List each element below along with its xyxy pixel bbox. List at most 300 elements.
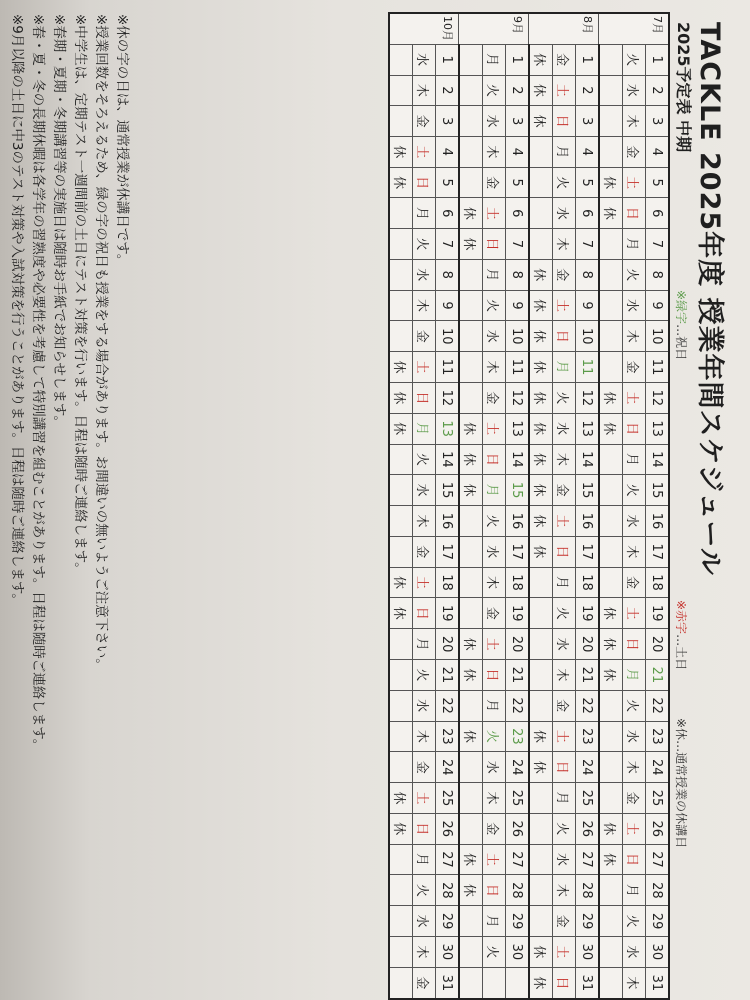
weekday-cell: 月 — [623, 444, 646, 475]
day-cell: 23 — [646, 721, 670, 752]
weekday-cell: 月 — [553, 136, 576, 167]
weekday-cell: 土 — [413, 783, 436, 814]
month-kyu-row — [529, 13, 553, 999]
day-cell — [506, 967, 530, 999]
weekday-cell: 金 — [413, 752, 436, 783]
closed-cell: 休 — [599, 198, 623, 229]
day-cell: 5 — [506, 167, 530, 198]
day-cell: 12 — [576, 382, 600, 413]
day-cell: 4 — [576, 136, 600, 167]
closed-cell: 休 — [529, 937, 553, 968]
closed-cell — [529, 875, 553, 906]
day-cell: 3 — [576, 106, 600, 137]
notes-section — [6, 14, 132, 994]
day-cell: 30 — [576, 937, 600, 968]
note-line: ※春・夏・冬の長期休暇は各学年の習熟度や必要性を考慮して特別講習を組むことがあります。日程は随時ご連絡します。 — [30, 14, 46, 753]
closed-cell — [459, 106, 483, 137]
schedule-table — [388, 12, 670, 1000]
month-days-row — [646, 13, 670, 999]
day-cell: 17 — [506, 536, 530, 567]
closed-cell: 休 — [529, 259, 553, 290]
day-cell: 20 — [646, 629, 670, 660]
weekday-cell: 月 — [483, 690, 506, 721]
closed-cell — [459, 506, 483, 537]
weekday-cell: 土 — [483, 629, 506, 660]
weekday-cell: 水 — [483, 106, 506, 137]
closed-cell: 休 — [599, 382, 623, 413]
day-cell: 16 — [576, 506, 600, 537]
weekday-cell: 木 — [483, 136, 506, 167]
day-cell: 3 — [646, 106, 670, 137]
day-cell: 2 — [646, 75, 670, 106]
day-cell: 6 — [506, 198, 530, 229]
legend-closed-text: …通常授業の休講日 — [674, 740, 688, 849]
closed-cell — [459, 813, 483, 844]
closed-cell: 休 — [389, 413, 413, 444]
closed-cell: 休 — [459, 629, 483, 660]
weekday-cell: 土 — [483, 844, 506, 875]
closed-cell — [459, 752, 483, 783]
month-weekdays-row — [483, 13, 506, 999]
weekday-cell: 木 — [413, 937, 436, 968]
note-line: ※休の字の日は、通常授業が休講日です。 — [114, 14, 130, 268]
day-cell: 24 — [576, 752, 600, 783]
closed-cell — [389, 106, 413, 137]
day-cell: 5 — [436, 167, 460, 198]
closed-cell: 休 — [389, 567, 413, 598]
weekday-cell: 土 — [553, 937, 576, 968]
closed-cell — [599, 536, 623, 567]
closed-cell — [599, 783, 623, 814]
day-cell: 31 — [576, 967, 600, 999]
closed-cell — [459, 321, 483, 352]
closed-cell: 休 — [529, 44, 553, 75]
closed-cell — [599, 321, 623, 352]
weekday-cell: 火 — [623, 259, 646, 290]
month-label: 10月 — [389, 13, 459, 44]
weekday-cell: 金 — [553, 690, 576, 721]
day-cell: 11 — [646, 352, 670, 383]
closed-cell — [459, 967, 483, 999]
day-cell: 27 — [506, 844, 530, 875]
month-days-row — [506, 13, 530, 999]
closed-cell — [599, 906, 623, 937]
day-cell: 20 — [436, 629, 460, 660]
day-cell: 30 — [646, 937, 670, 968]
weekday-cell: 日 — [553, 752, 576, 783]
weekday-cell: 日 — [413, 167, 436, 198]
weekday-cell: 土 — [413, 352, 436, 383]
day-cell: 13 — [576, 413, 600, 444]
closed-cell — [389, 290, 413, 321]
closed-cell — [389, 690, 413, 721]
day-cell: 25 — [436, 783, 460, 814]
day-cell: 24 — [436, 752, 460, 783]
closed-cell — [529, 229, 553, 260]
day-cell: 7 — [576, 229, 600, 260]
weekday-cell: 水 — [623, 937, 646, 968]
day-cell: 29 — [646, 906, 670, 937]
closed-cell — [389, 629, 413, 660]
day-cell: 19 — [646, 598, 670, 629]
weekday-cell: 土 — [483, 198, 506, 229]
weekday-cell: 木 — [623, 321, 646, 352]
day-cell: 21 — [436, 659, 460, 690]
weekday-cell: 火 — [413, 659, 436, 690]
day-cell: 6 — [646, 198, 670, 229]
weekday-cell: 木 — [623, 967, 646, 999]
closed-cell — [599, 229, 623, 260]
weekday-cell: 月 — [553, 567, 576, 598]
day-cell: 29 — [506, 906, 530, 937]
day-cell: 15 — [576, 475, 600, 506]
day-cell: 20 — [506, 629, 530, 660]
month-kyu-row — [599, 13, 623, 999]
month-days-row — [436, 13, 460, 999]
day-cell: 17 — [576, 536, 600, 567]
weekday-cell: 日 — [623, 413, 646, 444]
closed-cell: 休 — [389, 136, 413, 167]
weekday-cell: 火 — [483, 290, 506, 321]
closed-cell — [529, 167, 553, 198]
weekday-cell: 火 — [553, 167, 576, 198]
day-cell: 6 — [436, 198, 460, 229]
closed-cell — [529, 844, 553, 875]
legend-weekend-text: …土日 — [674, 634, 688, 671]
closed-cell — [389, 259, 413, 290]
month-label: 7月 — [599, 13, 669, 44]
closed-cell — [599, 475, 623, 506]
day-cell: 27 — [436, 844, 460, 875]
weekday-cell: 日 — [553, 321, 576, 352]
weekday-cell: 水 — [483, 321, 506, 352]
weekday-cell: 水 — [553, 198, 576, 229]
closed-cell — [389, 75, 413, 106]
closed-cell — [389, 475, 413, 506]
day-cell: 30 — [436, 937, 460, 968]
closed-cell: 休 — [599, 629, 623, 660]
day-cell: 14 — [436, 444, 460, 475]
day-cell: 7 — [506, 229, 530, 260]
closed-cell: 休 — [599, 659, 623, 690]
day-cell: 4 — [506, 136, 530, 167]
day-cell: 12 — [436, 382, 460, 413]
month-weekdays-row — [553, 13, 576, 999]
closed-cell — [529, 598, 553, 629]
weekday-cell: 日 — [553, 967, 576, 999]
weekday-cell: 木 — [553, 659, 576, 690]
day-cell: 1 — [646, 44, 670, 75]
weekday-cell: 土 — [623, 167, 646, 198]
day-cell: 13 — [506, 413, 530, 444]
day-cell: 2 — [506, 75, 530, 106]
day-cell: 22 — [436, 690, 460, 721]
closed-cell: 休 — [529, 382, 553, 413]
weekday-cell: 木 — [623, 536, 646, 567]
day-cell: 16 — [436, 506, 460, 537]
page-subtitle: 2025予定表 中期 — [674, 22, 693, 153]
weekday-cell: 木 — [413, 721, 436, 752]
weekday-cell: 木 — [483, 352, 506, 383]
closed-cell — [459, 598, 483, 629]
day-cell: 13 — [646, 413, 670, 444]
closed-cell — [389, 967, 413, 999]
closed-cell — [459, 44, 483, 75]
weekday-cell: 火 — [483, 721, 506, 752]
legend-holiday-mark: ※緑字 — [674, 290, 688, 325]
day-cell: 11 — [576, 352, 600, 383]
weekday-cell: 木 — [623, 106, 646, 137]
day-cell: 7 — [436, 229, 460, 260]
weekday-cell: 金 — [623, 352, 646, 383]
day-cell: 14 — [576, 444, 600, 475]
day-cell: 4 — [436, 136, 460, 167]
closed-cell — [389, 506, 413, 537]
month-kyu-row — [389, 13, 413, 999]
month-label: 9月 — [459, 13, 529, 44]
closed-cell — [389, 444, 413, 475]
weekday-cell: 月 — [413, 629, 436, 660]
day-cell: 3 — [436, 106, 460, 137]
closed-cell — [459, 352, 483, 383]
closed-cell — [389, 721, 413, 752]
weekday-cell: 月 — [483, 475, 506, 506]
closed-cell: 休 — [599, 813, 623, 844]
weekday-cell: 水 — [483, 536, 506, 567]
weekday-cell: 日 — [623, 844, 646, 875]
weekday-cell: 金 — [413, 321, 436, 352]
closed-cell: 休 — [529, 352, 553, 383]
weekday-cell: 金 — [483, 813, 506, 844]
closed-cell — [459, 290, 483, 321]
closed-cell — [599, 721, 623, 752]
day-cell: 20 — [576, 629, 600, 660]
closed-cell — [459, 259, 483, 290]
closed-cell — [389, 875, 413, 906]
note-line: ※春期・夏期・冬期講習等の実施日は随時お手紙でお知らせします。 — [51, 14, 67, 429]
note-line: ※9月以降の土日に中3のテスト対策や入試対策を行うことがあります。日程は随時ご連絡します。 — [9, 14, 25, 607]
closed-cell — [389, 198, 413, 229]
weekday-cell: 日 — [483, 229, 506, 260]
legend-weekend — [673, 600, 690, 670]
weekday-cell: 金 — [553, 44, 576, 75]
day-cell: 10 — [506, 321, 530, 352]
day-cell: 28 — [576, 875, 600, 906]
weekday-cell: 木 — [553, 229, 576, 260]
closed-cell: 休 — [529, 290, 553, 321]
note-line: ※授業回数をそろえるため、緑の字の祝日も授業をする場合があります。お間違いの無いようご注意下さい。 — [93, 14, 109, 672]
closed-cell — [599, 967, 623, 999]
day-cell: 30 — [506, 937, 530, 968]
weekday-cell: 水 — [413, 475, 436, 506]
closed-cell — [599, 567, 623, 598]
closed-cell — [529, 629, 553, 660]
closed-cell — [459, 690, 483, 721]
closed-cell — [389, 659, 413, 690]
closed-cell: 休 — [459, 875, 483, 906]
day-cell: 17 — [646, 536, 670, 567]
closed-cell — [459, 567, 483, 598]
weekday-cell: 水 — [483, 752, 506, 783]
weekday-cell: 土 — [483, 413, 506, 444]
weekday-cell: 日 — [483, 444, 506, 475]
weekday-cell: 土 — [553, 506, 576, 537]
weekday-cell: 月 — [623, 875, 646, 906]
weekday-cell: 木 — [413, 75, 436, 106]
closed-cell: 休 — [599, 844, 623, 875]
weekday-cell: 水 — [413, 259, 436, 290]
weekday-cell: 月 — [623, 659, 646, 690]
day-cell: 11 — [506, 352, 530, 383]
day-cell: 22 — [646, 690, 670, 721]
day-cell: 4 — [646, 136, 670, 167]
closed-cell — [599, 690, 623, 721]
day-cell: 10 — [646, 321, 670, 352]
day-cell: 18 — [646, 567, 670, 598]
day-cell: 1 — [576, 44, 600, 75]
day-cell: 2 — [576, 75, 600, 106]
closed-cell — [599, 259, 623, 290]
closed-cell — [389, 752, 413, 783]
day-cell: 16 — [506, 506, 530, 537]
closed-cell — [599, 136, 623, 167]
day-cell: 26 — [436, 813, 460, 844]
weekday-cell: 金 — [623, 567, 646, 598]
weekday-cell: 月 — [623, 229, 646, 260]
day-cell: 1 — [436, 44, 460, 75]
weekday-cell: 火 — [483, 937, 506, 968]
day-cell: 25 — [506, 783, 530, 814]
day-cell: 16 — [646, 506, 670, 537]
closed-cell: 休 — [529, 536, 553, 567]
day-cell: 9 — [436, 290, 460, 321]
weekday-cell: 土 — [623, 598, 646, 629]
day-cell: 1 — [506, 44, 530, 75]
closed-cell — [529, 659, 553, 690]
weekday-cell: 金 — [553, 259, 576, 290]
weekday-cell: 金 — [483, 167, 506, 198]
closed-cell — [389, 321, 413, 352]
weekday-cell: 土 — [413, 567, 436, 598]
closed-cell — [459, 536, 483, 567]
closed-cell — [599, 875, 623, 906]
closed-cell — [459, 382, 483, 413]
note-line: ※中学生は、定期テスト一週間前の土日にテスト対策を行います。日程は随時ご連絡します。 — [72, 14, 88, 576]
weekday-cell — [483, 967, 506, 999]
weekday-cell: 金 — [553, 475, 576, 506]
day-cell: 2 — [436, 75, 460, 106]
closed-cell: 休 — [529, 321, 553, 352]
closed-cell: 休 — [529, 506, 553, 537]
day-cell: 15 — [436, 475, 460, 506]
weekday-cell: 火 — [413, 875, 436, 906]
day-cell: 25 — [576, 783, 600, 814]
day-cell: 29 — [576, 906, 600, 937]
day-cell: 31 — [436, 967, 460, 999]
weekday-cell: 日 — [413, 382, 436, 413]
closed-cell: 休 — [459, 413, 483, 444]
day-cell: 27 — [646, 844, 670, 875]
month-weekdays-row — [623, 13, 646, 999]
weekday-cell: 土 — [623, 382, 646, 413]
day-cell: 7 — [646, 229, 670, 260]
closed-cell — [389, 229, 413, 260]
closed-cell: 休 — [529, 967, 553, 999]
day-cell: 8 — [646, 259, 670, 290]
closed-cell — [529, 567, 553, 598]
weekday-cell: 金 — [553, 906, 576, 937]
closed-cell: 休 — [459, 444, 483, 475]
closed-cell — [599, 444, 623, 475]
weekday-cell: 火 — [553, 598, 576, 629]
day-cell: 22 — [576, 690, 600, 721]
day-cell: 19 — [576, 598, 600, 629]
weekday-cell: 火 — [623, 44, 646, 75]
weekday-cell: 金 — [483, 598, 506, 629]
weekday-cell: 月 — [483, 259, 506, 290]
closed-cell — [599, 937, 623, 968]
day-cell: 21 — [506, 659, 530, 690]
day-cell: 9 — [506, 290, 530, 321]
day-cell: 10 — [576, 321, 600, 352]
weekday-cell: 木 — [413, 506, 436, 537]
day-cell: 18 — [436, 567, 460, 598]
day-cell: 15 — [646, 475, 670, 506]
day-cell: 18 — [506, 567, 530, 598]
weekday-cell: 月 — [413, 198, 436, 229]
day-cell: 14 — [506, 444, 530, 475]
weekday-cell: 日 — [483, 875, 506, 906]
closed-cell — [529, 783, 553, 814]
closed-cell: 休 — [459, 198, 483, 229]
closed-cell — [529, 906, 553, 937]
closed-cell: 休 — [389, 598, 413, 629]
weekday-cell: 水 — [553, 844, 576, 875]
day-cell: 28 — [506, 875, 530, 906]
closed-cell — [389, 906, 413, 937]
weekday-cell: 火 — [623, 690, 646, 721]
weekday-cell: 火 — [553, 382, 576, 413]
weekday-cell: 水 — [413, 44, 436, 75]
weekday-cell: 水 — [623, 721, 646, 752]
weekday-cell: 月 — [413, 413, 436, 444]
closed-cell — [529, 690, 553, 721]
day-cell: 23 — [436, 721, 460, 752]
day-cell: 26 — [506, 813, 530, 844]
day-cell: 21 — [576, 659, 600, 690]
day-cell: 5 — [646, 167, 670, 198]
closed-cell: 休 — [389, 813, 413, 844]
closed-cell — [599, 75, 623, 106]
day-cell: 3 — [506, 106, 530, 137]
closed-cell: 休 — [529, 752, 553, 783]
day-cell: 10 — [436, 321, 460, 352]
weekday-cell: 水 — [413, 906, 436, 937]
day-cell: 26 — [646, 813, 670, 844]
day-cell: 28 — [436, 875, 460, 906]
weekday-cell: 日 — [413, 813, 436, 844]
weekday-cell: 木 — [413, 290, 436, 321]
weekday-cell: 月 — [553, 352, 576, 383]
closed-cell — [389, 844, 413, 875]
closed-cell: 休 — [389, 167, 413, 198]
closed-cell — [599, 352, 623, 383]
weekday-cell: 土 — [553, 721, 576, 752]
weekday-cell: 月 — [553, 783, 576, 814]
closed-cell: 休 — [459, 844, 483, 875]
weekday-cell: 水 — [623, 506, 646, 537]
day-cell: 29 — [436, 906, 460, 937]
